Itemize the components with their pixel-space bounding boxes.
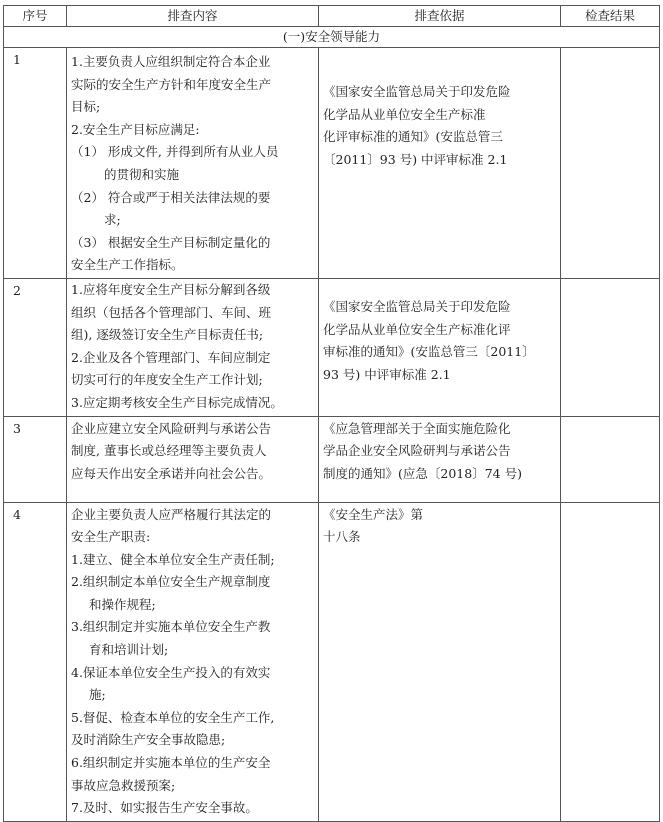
content-line: 事故应急救援预案; xyxy=(71,777,176,793)
content-line: 1.建立、健全本单位安全生产责任制; xyxy=(71,551,275,567)
row-seq: 2 xyxy=(4,278,67,416)
content-line: 3.应定期考核安全生产目标完成情况。 xyxy=(71,394,283,410)
row-content xyxy=(67,278,319,416)
basis-line: 学品企业安全风险研判与承诺公告 xyxy=(323,443,511,459)
content-line: 组), 逐级签订安全生产目标责任书; xyxy=(71,327,264,343)
content-line: 育和培训计划; xyxy=(89,642,169,658)
header-content: 排查内容 xyxy=(67,6,319,27)
content-line: 企业应建立安全风险研判与承诺公告 xyxy=(71,420,272,436)
content-line: 和操作规程; xyxy=(89,596,156,612)
row-seq: 3 xyxy=(4,416,67,502)
header-row xyxy=(4,6,660,27)
basis-line: 制度的通知》(应急〔2018〕74 号) xyxy=(323,465,522,481)
row-content xyxy=(67,416,319,502)
basis-line: 审标准的通知》(安监总管三〔2011〕 xyxy=(323,344,535,360)
content-line: 及时消除生产安全事故隐患; xyxy=(71,732,226,748)
content-line: 1.主要负责人应组织制定符合本企业 xyxy=(71,54,271,69)
row-basis xyxy=(319,48,561,279)
basis-line: 《安全生产法》第 xyxy=(323,506,424,522)
section-row xyxy=(4,27,660,48)
content-line: （1） 形成文件, 并得到所有从业人员 xyxy=(71,144,279,160)
content-line: 切实可行的年度安全生产工作计划; xyxy=(71,372,263,388)
content-line: 实际的安全生产方针和年度安全生产 xyxy=(71,76,272,92)
content-line: 2.组织制定本单位安全生产规章制度 xyxy=(71,574,271,590)
content-line: 7.及时、如实报告生产安全事故。 xyxy=(71,800,258,816)
content-line: 安全生产工作指标。 xyxy=(71,257,184,273)
basis-line: 93 号) 中评审标准 2.1 xyxy=(323,366,451,382)
table-row xyxy=(4,416,660,502)
basis-line: 十八条 xyxy=(323,529,361,545)
content-line: 1.应将年度安全生产目标分解到各级 xyxy=(71,281,271,297)
table-row xyxy=(4,278,660,416)
header-seq: 序号 xyxy=(4,6,67,27)
row-result[interactable] xyxy=(561,278,660,416)
row-result[interactable] xyxy=(561,502,660,821)
content-line: 目标; xyxy=(71,99,101,115)
row-content xyxy=(67,502,319,821)
content-line: 组织（包括各个管理部门、车间、班 xyxy=(71,304,272,320)
table-row xyxy=(4,48,660,279)
content-line: 的贯彻和实施 xyxy=(104,166,180,182)
content-line: 施; xyxy=(89,687,106,703)
content-line: （3） 根据安全生产目标制定量化的 xyxy=(71,234,271,250)
header-basis: 排查依据 xyxy=(319,6,561,27)
content-line: 求; xyxy=(104,212,121,228)
row-result[interactable] xyxy=(561,416,660,502)
header-result: 检查结果 xyxy=(561,6,660,27)
content-line: 2.安全生产目标应满足: xyxy=(71,121,200,137)
content-line: 应每天作出安全承诺并向社会公告。 xyxy=(71,465,272,481)
content-line: 4.保证本单位安全生产投入的有效实 xyxy=(71,664,271,680)
basis-line: 化学品从业单位安全生产标准化评 xyxy=(323,321,511,337)
basis-line: 化评审标准的通知》(安监总管三 xyxy=(323,129,503,145)
content-line: 2.企业及各个管理部门、车间应制定 xyxy=(71,349,271,365)
basis-line: 〔2011〕93 号) 中评审标准 2.1 xyxy=(323,151,508,167)
content-line: 6.组织制定并实施本单位的生产安全 xyxy=(71,755,271,771)
row-basis xyxy=(319,502,561,821)
row-seq: 1 xyxy=(4,48,67,279)
table-row xyxy=(4,502,660,821)
inspection-table xyxy=(3,5,660,822)
section-title: (一)安全领导能力 xyxy=(4,27,660,48)
content-line: 5.督促、检查本单位的安全生产工作, xyxy=(71,709,275,725)
row-content xyxy=(67,48,319,279)
content-line: 安全生产职责: xyxy=(71,529,151,545)
basis-line: 化学品从业单位安全生产标准 xyxy=(323,106,486,122)
basis-line: 《国家安全监管总局关于印发危险 xyxy=(323,84,511,99)
row-result[interactable] xyxy=(561,48,660,279)
row-basis xyxy=(319,278,561,416)
content-line: （2） 符合或严于相关法律法规的要 xyxy=(71,189,271,205)
row-seq: 4 xyxy=(4,502,67,821)
content-line: 制度, 董事长或总经理等主要负责人 xyxy=(71,443,267,459)
row-basis xyxy=(319,416,561,502)
content-line: 3.组织制定并实施本单位安全生产教 xyxy=(71,619,271,635)
basis-line: 《国家安全监管总局关于印发危险 xyxy=(323,298,511,314)
content-line: 企业主要负责人应严格履行其法定的 xyxy=(71,506,272,522)
basis-line: 《应急管理部关于全面实施危险化 xyxy=(323,420,511,436)
